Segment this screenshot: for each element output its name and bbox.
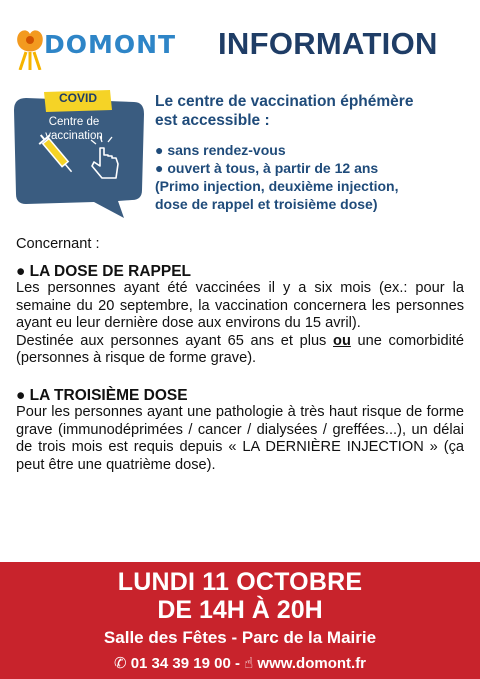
- rappel-paragraph: Les personnes ayant été vaccinées il y a six mois (ex.: pour la semaine du 20 septembre, la vaccination concernera les personnes ayant eu leur dernière dose aux environs du 15 avril).: [16, 280, 464, 331]
- destinee-text-before: Destinée aux personnes ayant 65 ans et plus: [16, 332, 334, 349]
- intro-block: [155, 92, 473, 213]
- footer-banner: [0, 562, 480, 679]
- destinee-paragraph: [16, 333, 464, 368]
- event-hours: DE 14H À 20H: [157, 596, 323, 624]
- destinee-text-after: une comorbidité (personnes à risque de forme grave).: [16, 332, 464, 366]
- covid-sublabel-line1: Centre de: [48, 116, 100, 128]
- intro-bullet-detail-line1: (Primo injection, deuxième injection,: [155, 178, 399, 194]
- intro-bullet-open-to-all: ● ouvert à tous, à partir de 12 ans: [155, 160, 379, 176]
- page-title: INFORMATION: [218, 26, 438, 61]
- logo-text: DOMONT: [44, 30, 177, 59]
- covid-sublabel: [32, 115, 116, 143]
- intro-lead-line2: est accessible :: [155, 112, 270, 129]
- destinee-or-emphasis: ou: [333, 332, 351, 349]
- troisieme-paragraph: Pour les personnes ayant une pathologie à très haut risque de forme grave (immunodéprimées / cancer / dialysées / greffées...), un délai de trois mois est requis depuis « LA DERNIÈRE INJECTION » (ça peut être une quatrième dose).: [16, 404, 464, 473]
- speech-bubble-icon: [8, 88, 148, 220]
- intro-bullet-no-appointment: ● sans rendez-vous: [155, 142, 286, 158]
- concernant-label: Concernant :: [16, 236, 100, 252]
- event-date: LUNDI 11 OCTOBRE: [117, 568, 363, 596]
- section-heading-troisieme: ● LA TROISIÈME DOSE: [16, 386, 188, 404]
- body-text: [16, 236, 464, 474]
- intro-bullet-detail-line2: dose de rappel et troisième dose): [155, 196, 378, 212]
- intro-lead: [155, 92, 473, 130]
- spacer: [16, 368, 464, 376]
- contact-line: ✆ 01 34 39 19 00 - ☝ www.domont.fr: [113, 655, 367, 672]
- covid-sublabel-line2: vaccination: [45, 130, 103, 142]
- intro-lead-line1: Le centre de vaccination éphémère: [155, 93, 414, 110]
- section-heading-rappel: ● LA DOSE DE RAPPEL: [16, 262, 192, 280]
- event-place: Salle des Fêtes - Parc de la Mairie: [103, 628, 377, 647]
- covid-label: COVID: [58, 91, 97, 105]
